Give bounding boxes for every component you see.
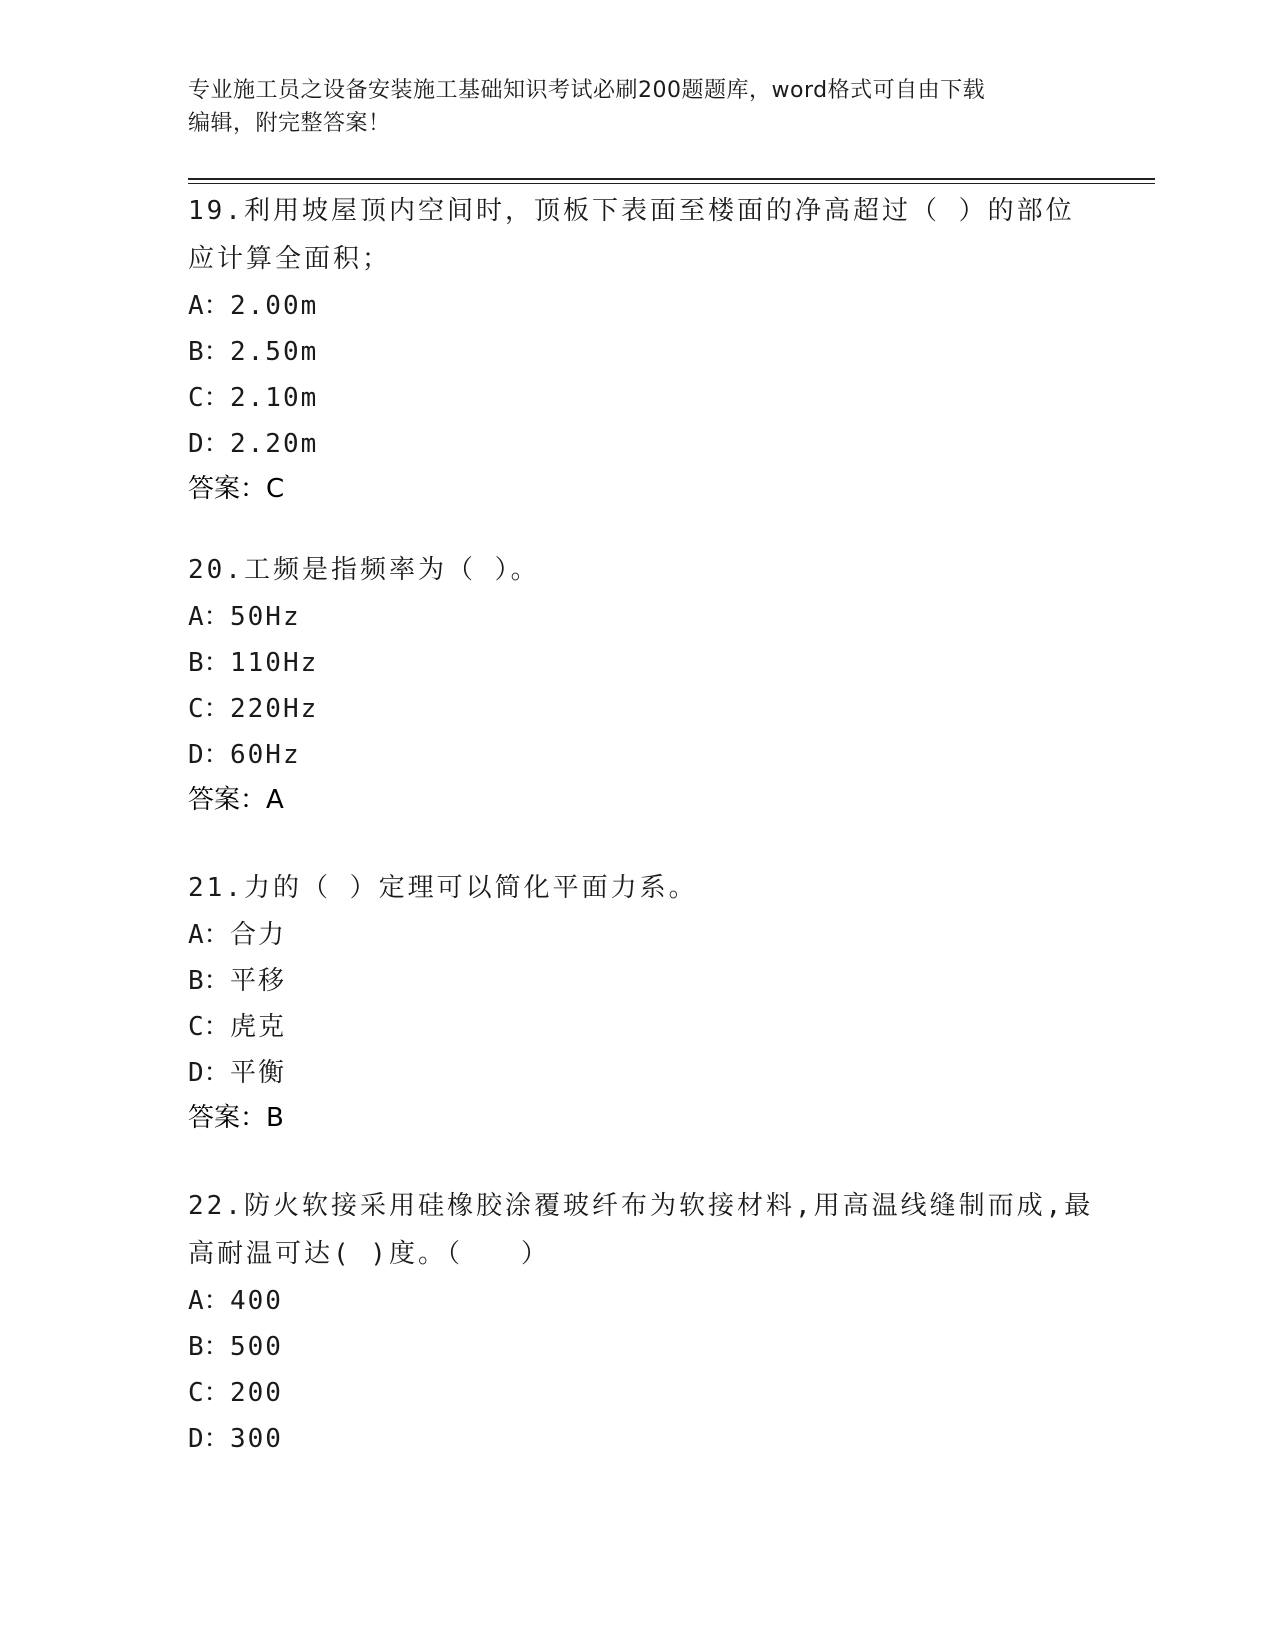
option-d [188, 1050, 1088, 1096]
option-text: 2.50m [230, 337, 319, 367]
question-text-line: 20.工频是指频率为（ ）。 [188, 555, 540, 585]
option-letter: C： [188, 1012, 230, 1042]
option-text: 200 [230, 1378, 283, 1408]
option-c [188, 1370, 1088, 1416]
question-21 [188, 864, 1088, 1140]
question-text-line: 高耐温可达( )度。（ ） [188, 1239, 550, 1269]
option-d [188, 1416, 1088, 1462]
option-letter: D： [188, 1424, 230, 1454]
option-letter: B： [188, 966, 230, 996]
option-text: 2.10m [230, 383, 319, 413]
option-text: 110Hz [230, 648, 319, 678]
option-a [188, 283, 1088, 329]
option-letter: B： [188, 337, 230, 367]
option-text: 2.20m [230, 429, 319, 459]
option-letter: C： [188, 694, 230, 724]
option-letter: D： [188, 429, 230, 459]
option-text: 500 [230, 1332, 283, 1362]
option-letter: B： [188, 1332, 230, 1362]
option-text: 50Hz [230, 602, 301, 632]
option-letter: C： [188, 383, 230, 413]
option-a [188, 594, 1088, 640]
option-letter: B： [188, 648, 230, 678]
option-text: 300 [230, 1424, 283, 1454]
option-text: 虎克 [230, 1012, 287, 1042]
option-a [188, 912, 1088, 958]
option-letter: A： [188, 920, 230, 950]
option-b [188, 640, 1088, 686]
document-header [188, 74, 1088, 140]
option-letter: A： [188, 291, 230, 321]
header-divider-thick [188, 178, 1155, 180]
answer: 答案：A [188, 785, 284, 815]
question-text-line: 21.力的（ ）定理可以简化平面力系。 [188, 873, 698, 903]
answer: 答案：B [188, 1103, 284, 1133]
option-c [188, 375, 1088, 421]
question-text-line: 19.利用坡屋顶内空间时，顶板下表面至楼面的净高超过（ ）的部位 [188, 196, 1075, 226]
question-22 [188, 1182, 1094, 1462]
option-text: 60Hz [230, 740, 301, 770]
option-letter: A： [188, 602, 230, 632]
option-letter: D： [188, 740, 230, 770]
option-a [188, 1278, 1088, 1324]
option-text: 平移 [230, 966, 287, 996]
option-b [188, 329, 1088, 375]
option-text: 平衡 [230, 1058, 287, 1088]
question-text [188, 1182, 1094, 1278]
option-d [188, 421, 1088, 467]
option-text: 2.00m [230, 291, 319, 321]
option-text: 220Hz [230, 694, 319, 724]
option-text: 400 [230, 1286, 283, 1316]
option-d [188, 732, 1088, 778]
question-text [188, 187, 1088, 283]
header-line-2: 编辑，附完整答案！ [188, 111, 391, 136]
question-text-line: 22.防火软接采用硅橡胶涂覆玻纤布为软接材料,用高温线缝制而成,最 [188, 1191, 1094, 1221]
question-text-line: 应计算全面积； [188, 244, 392, 274]
header-divider-thin [188, 183, 1155, 184]
option-b [188, 958, 1088, 1004]
option-letter: D： [188, 1058, 230, 1088]
option-letter: C： [188, 1378, 230, 1408]
option-b [188, 1324, 1088, 1370]
header-line-1: 专业施工员之设备安装施工基础知识考试必刷200题题库，word格式可自由下载 [188, 78, 986, 103]
option-c [188, 1004, 1088, 1050]
question-20 [188, 546, 1088, 822]
option-c [188, 686, 1088, 732]
answer: 答案：C [188, 474, 285, 504]
option-letter: A： [188, 1286, 230, 1316]
question-text [188, 546, 1088, 594]
question-19 [188, 187, 1088, 511]
option-text: 合力 [230, 920, 287, 950]
question-text [188, 864, 1088, 912]
